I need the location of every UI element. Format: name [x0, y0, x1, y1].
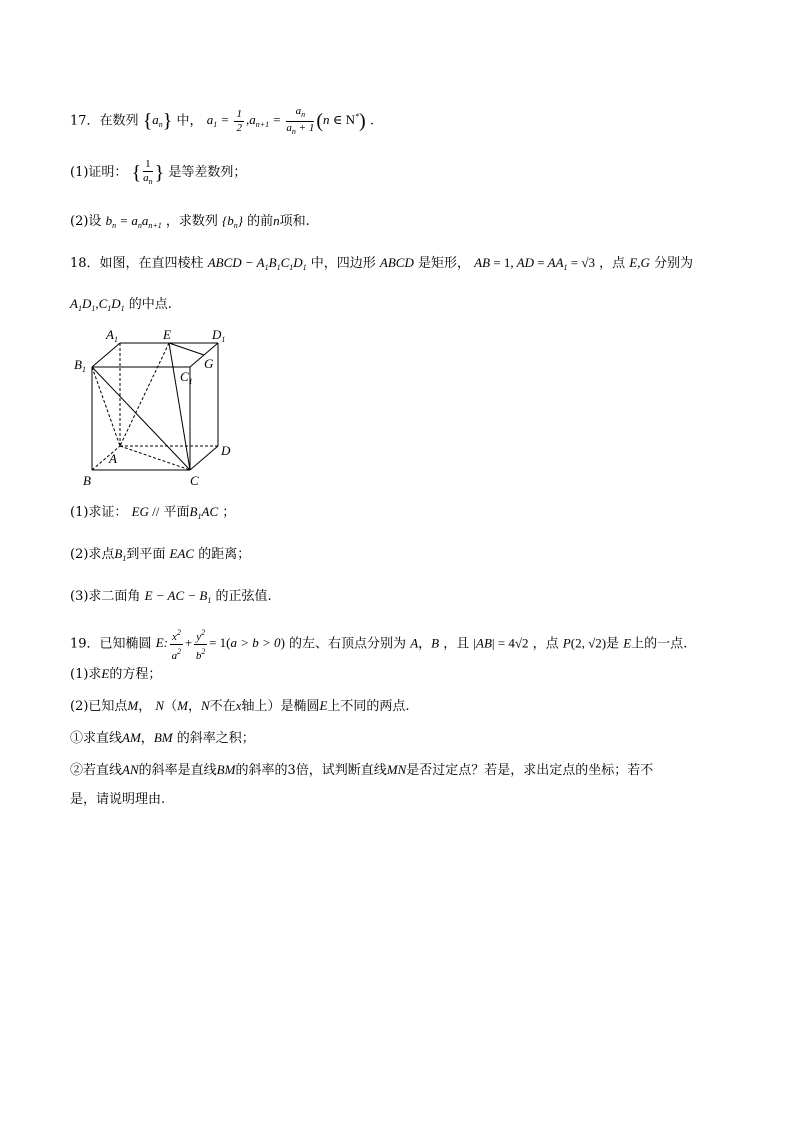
p19-part2-end: 上不同的两点. [327, 699, 410, 714]
p17-part2-prefix: (2)设 [70, 214, 102, 229]
label-a1: $A_1$ [106, 327, 118, 344]
p19-part2-mid3: 轴上）是椭圆 [241, 699, 320, 714]
p19-sub2-line2: 是，请说明理由. [70, 792, 166, 807]
p18-mid1: 中，四边形 [310, 256, 376, 271]
edge-c-d [190, 446, 218, 470]
edges-a1d1-c1d1: $A_1D_1,C_1D_1$ [70, 296, 125, 313]
label-d1: $D_1$ [212, 327, 226, 344]
ellipse-e: E [623, 635, 632, 651]
p17-intro: 17．在数列 [70, 113, 139, 129]
p18-line2-suffix: 的中点. [128, 297, 172, 312]
problem-19-sub2-line2 [70, 790, 165, 810]
p19-mid5: 上的一点. [631, 636, 688, 652]
p17-part2-mid: ，求数列 [165, 214, 218, 229]
segment-e-a [120, 343, 169, 446]
p19-mid3: ，点 [532, 636, 559, 652]
point-m: M [127, 698, 139, 713]
label-a: A [109, 451, 117, 466]
p19-mid1: 的左、右顶点分别为 [289, 636, 407, 652]
ellipse-e-ref2: E [319, 698, 328, 713]
vertex-b: B [431, 635, 440, 651]
p19-part2-mid2: 不在 [209, 699, 236, 714]
reciprocal-sequence: { $\frac{1}{a_n}$ } [131, 158, 165, 186]
ab-length: |AB| = 4√2 [473, 635, 529, 651]
sequence-bn: $\{b_n\}$ [222, 213, 243, 230]
plane-b1ac: $B_1AC$ [189, 504, 219, 521]
problem-18-statement [70, 253, 693, 278]
p17-mid: 中， [176, 113, 203, 129]
problem-19-part1 [70, 664, 161, 685]
p17-part1-suffix: 是等差数列； [168, 164, 247, 180]
problem-18-part1 [70, 502, 235, 527]
point-p: P(2, √2) [562, 635, 607, 651]
line-an: AN [122, 762, 139, 777]
var-n: n [273, 213, 280, 228]
line-bm2: BM [216, 762, 236, 777]
p18-part1-mid: 平面 [163, 505, 190, 520]
p19-sub1: ①求直线 [70, 731, 123, 746]
ellipse-eq: E: $\frac{x^2}{a^2}$ + $\frac{y^2}{b^2}$ = 1(a > b > 0) [155, 628, 285, 662]
p18-part2-mid: 到平面 [126, 547, 166, 562]
p19-part1-end: 的方程； [109, 667, 162, 682]
label-b: B [83, 473, 91, 488]
label-c1: $C_1$ [180, 369, 193, 386]
p18-mid2: 是矩形， [418, 256, 471, 271]
problem-18-part3 [70, 586, 272, 611]
segment-b1-a [92, 367, 120, 446]
label-e: E [163, 327, 171, 342]
p19-sub2-mid1: 的斜率是直线 [138, 763, 217, 778]
p18-mid3: ，点 [599, 256, 626, 271]
p18-part1: (1)求证： [70, 505, 128, 520]
point-n: N [155, 698, 165, 713]
lengths: AB = 1, AD = $AA_1 = √3$ [474, 255, 595, 272]
label-c: C [190, 473, 199, 488]
problem-19-sub1: ①求直线AM，BM 的斜率之积； [70, 730, 255, 746]
problem-17-part1 [70, 158, 246, 188]
p19-part2-mid: （ [164, 699, 178, 714]
segment-a-c [120, 446, 190, 470]
bn-def: $b_n = a_na_{n+1}$ [105, 213, 162, 230]
problem-19-part2: (2)已知点M， N（M，N不在x轴上）是椭圆E上不同的两点. [70, 698, 410, 714]
problem-17-part2 [70, 211, 310, 236]
p18-part2-end: 的距离； [198, 547, 251, 562]
plane-eac: EAC [169, 546, 195, 561]
dihedral-angle: E − AC − $B_1$ [144, 588, 212, 605]
p18-intro: 18．如图，在直四棱柱 [70, 256, 204, 271]
p18-mid4: 分别为 [654, 256, 694, 271]
label-d: D [221, 443, 231, 458]
p19-mid2: ，且 [443, 636, 470, 652]
p19-part1: (1)求 [70, 667, 102, 682]
prism-figure [70, 325, 240, 490]
problem-19-sub2 [70, 760, 653, 781]
ellipse-e-ref: E [101, 666, 110, 681]
label-b1: $B_1$ [74, 357, 86, 374]
p17-part2-end: 项和. [279, 214, 310, 229]
line-mn: MN [386, 762, 407, 777]
factor-3: 3 [287, 763, 296, 778]
p17-part1-prefix: (1)证明： [70, 164, 128, 180]
line-am: AM [122, 730, 141, 745]
p18-part3: (3)求二面角 [70, 589, 141, 604]
sequence-an: $\{a_n\}$ [142, 110, 173, 133]
problem-19-statement: 19．已知椭圆 E: $\frac{x^2}{a^2}$ + $\frac{y^2}{b^2}$ = 1(a > b > 0) 的左、右顶点分别为 A，B ，且 |AB| = 4√2 ，点 P(2, √2)是 E上的一点. [70, 628, 688, 662]
axis-x: x [235, 698, 242, 713]
p17-part2-suffix: 的前 [247, 214, 274, 229]
problem-18-statement-line2 [70, 294, 172, 319]
point-b1: $B_1$ [114, 546, 127, 563]
edge-b1-a1 [92, 343, 120, 367]
eg-parallel: EG // [131, 504, 160, 519]
vertices-ab: A [410, 635, 419, 651]
prism-name: ABCD − $A_1B_1C_1D_1$ [207, 255, 307, 272]
segment-e-g [169, 343, 204, 355]
problem-18-part2 [70, 544, 250, 569]
quad-abcd: ABCD [379, 255, 414, 270]
p18-part2: (2)求点 [70, 547, 115, 562]
p19-sub2-mid2: 的斜率的 [235, 763, 288, 778]
p18-part3-end: 的正弦值. [215, 589, 272, 604]
p19-intro: 19．已知椭圆 [70, 636, 152, 652]
problem-17-statement [70, 105, 374, 138]
p19-mid4: 是 [606, 636, 620, 652]
p17-tail: . [369, 113, 374, 129]
label-g: G [204, 356, 214, 371]
p19-sub2: ②若直线 [70, 763, 123, 778]
p18-part1-end: ； [222, 505, 236, 520]
p19-sub1-end: 的斜率之积； [176, 731, 255, 746]
p19-sub2-mid4: 是否过定点？若是，求出定点的坐标；若不 [406, 763, 654, 778]
points-eg: E,G [629, 255, 650, 270]
line-bm: BM [153, 730, 173, 745]
point-m2: M [177, 698, 188, 713]
formula-17: $a_1$ = $\frac{1}{2}$ $,a_{n+1}$ = $\frac{a_n}{a_n + 1}$ (n ∈ N*) [206, 105, 366, 136]
p19-sub2-mid3: 倍，试判断直线 [295, 763, 387, 778]
p19-part2: (2)已知点 [70, 699, 128, 714]
point-n2: N [200, 698, 210, 713]
